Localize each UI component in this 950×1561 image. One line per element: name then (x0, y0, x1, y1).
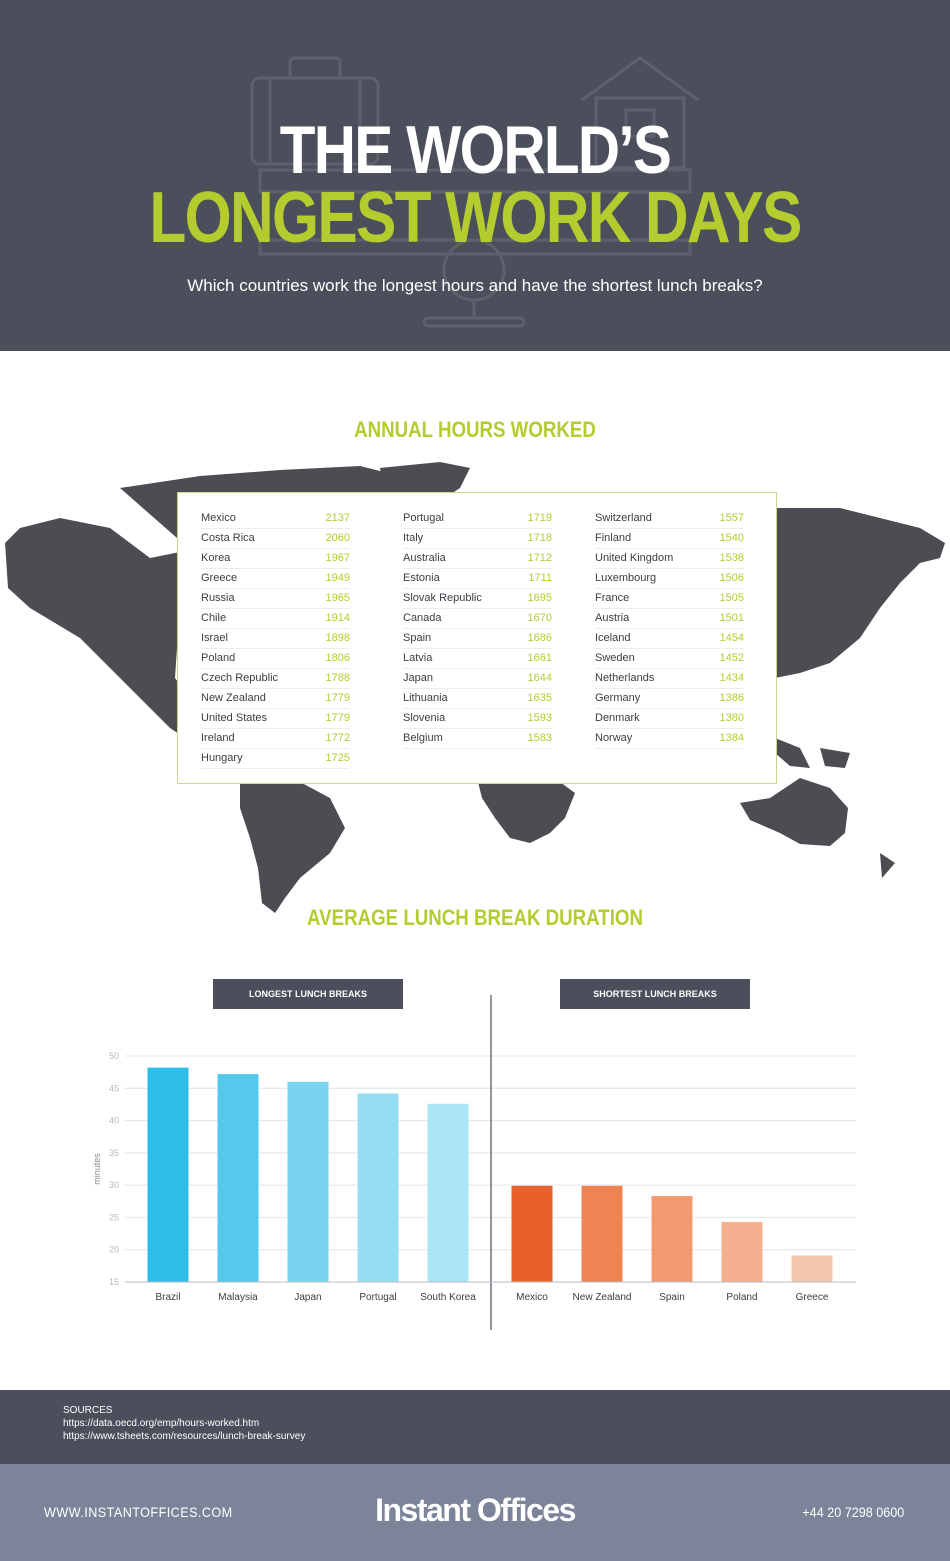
hours-value: 2137 (325, 512, 350, 524)
country-name: Italy (403, 532, 424, 544)
country-name: Slovenia (403, 712, 446, 724)
country-name: Costa Rica (201, 532, 255, 544)
country-name: Poland (201, 652, 236, 664)
country-name: Finland (595, 532, 632, 544)
hours-value: 1384 (719, 732, 744, 744)
longest-lunch-label: LONGEST LUNCH BREAKS (213, 979, 403, 1009)
hours-value: 1661 (527, 652, 552, 664)
y-tick-label: 40 (108, 1115, 119, 1126)
hours-value: 1644 (527, 672, 552, 684)
x-tick-label: Japan (294, 1292, 322, 1303)
country-name: Chile (201, 612, 227, 624)
table-row (595, 689, 744, 709)
x-tick-label: Portugal (359, 1292, 397, 1303)
country-name: Norway (595, 732, 633, 744)
hours-value: 1454 (719, 632, 744, 644)
table-row (403, 509, 552, 529)
country-name: Lithuania (403, 692, 448, 704)
table-row (595, 649, 744, 669)
table-row (595, 529, 744, 549)
hours-value: 1501 (719, 612, 744, 624)
hours-value: 1711 (528, 572, 552, 584)
table-row (403, 569, 552, 589)
phone-number: +44 20 7298 0600 (802, 1504, 904, 1520)
x-tick-label: South Korea (420, 1292, 476, 1303)
x-tick-label: New Zealand (572, 1292, 632, 1303)
x-tick-label: Spain (659, 1292, 685, 1303)
hours-value: 1779 (325, 692, 350, 704)
header-banner (0, 0, 950, 351)
country-name: Hungary (201, 752, 243, 764)
country-name: Greece (201, 572, 238, 584)
country-name: Switzerland (595, 512, 652, 524)
table-row (201, 609, 350, 629)
country-name: United Kingdom (595, 552, 674, 564)
table-row (403, 669, 552, 689)
hours-value: 2060 (325, 532, 350, 544)
bar-new-zealand (582, 1186, 623, 1282)
hours-value: 1788 (325, 672, 350, 684)
brand-logo: Instant Offices (375, 1492, 575, 1528)
hours-value: 1806 (325, 652, 350, 664)
country-name: New Zealand (201, 692, 266, 704)
table-row (403, 589, 552, 609)
hours-value: 1965 (325, 592, 350, 604)
source-link[interactable]: https://data.oecd.org/emp/hours-worked.htm (63, 1418, 260, 1429)
table-row (403, 529, 552, 549)
country-name: Slovak Republic (403, 592, 482, 604)
table-row (403, 549, 552, 569)
table-row (595, 549, 744, 569)
chart-x-labels (155, 1292, 828, 1303)
hours-section-title: ANNUAL HOURS WORKED (354, 417, 596, 442)
subtitle: Which countries work the longest hours and have the shortest lunch breaks? (187, 276, 763, 295)
table-row (201, 529, 350, 549)
hours-value: 1712 (527, 552, 552, 564)
shortest-lunch-label: SHORTEST LUNCH BREAKS (560, 979, 750, 1009)
country-name: United States (201, 712, 268, 724)
hours-value: 1505 (719, 592, 744, 604)
country-name: Germany (595, 692, 641, 704)
hours-value: 1452 (719, 652, 744, 664)
hours-value: 1725 (325, 752, 350, 764)
x-tick-label: Malaysia (218, 1292, 258, 1303)
country-name: Belgium (403, 732, 443, 744)
y-tick-label: 25 (108, 1212, 119, 1223)
hours-column-2 (403, 509, 552, 749)
country-name: Ireland (201, 732, 235, 744)
hours-value: 1538 (719, 552, 744, 564)
hours-value: 1686 (527, 632, 552, 644)
hours-value: 1386 (719, 692, 744, 704)
table-row (201, 749, 350, 769)
hours-value: 1670 (527, 612, 552, 624)
hours-value: 1967 (325, 552, 350, 564)
bar-south-korea (428, 1104, 469, 1282)
table-row (403, 629, 552, 649)
source-link[interactable]: https://www.tsheets.com/resources/lunch-break-survey (63, 1431, 306, 1442)
table-row (201, 649, 350, 669)
country-name: Denmark (595, 712, 640, 724)
country-name: Latvia (403, 652, 433, 664)
hours-value: 1557 (719, 512, 744, 524)
hours-table (177, 492, 777, 784)
bar-brazil (148, 1068, 189, 1282)
country-name: Australia (403, 552, 446, 564)
table-row (595, 609, 744, 629)
y-tick-label: 45 (108, 1083, 119, 1094)
table-row (403, 689, 552, 709)
hours-value: 1719 (527, 512, 552, 524)
bar-japan (288, 1082, 329, 1282)
hours-value: 1583 (527, 732, 552, 744)
hours-column-3 (595, 509, 744, 749)
hours-value: 1718 (527, 532, 552, 544)
table-row (201, 729, 350, 749)
table-row (201, 629, 350, 649)
bar-poland (722, 1222, 763, 1282)
hours-value: 1434 (719, 672, 744, 684)
country-name: Netherlands (595, 672, 655, 684)
bar-malaysia (218, 1074, 259, 1282)
hours-value: 1695 (527, 592, 552, 604)
table-row (595, 709, 744, 729)
sources-section (0, 1390, 950, 1464)
table-row (201, 709, 350, 729)
table-row (201, 689, 350, 709)
sources-heading: SOURCES (63, 1405, 113, 1416)
hours-value: 1772 (325, 732, 350, 744)
table-row (403, 709, 552, 729)
x-tick-label: Poland (726, 1292, 758, 1303)
hours-value: 1593 (527, 712, 552, 724)
table-row (595, 629, 744, 649)
table-row (403, 609, 552, 629)
country-name: France (595, 592, 630, 604)
table-row (201, 549, 350, 569)
table-row (201, 669, 350, 689)
country-name: Canada (403, 612, 442, 624)
country-name: Mexico (201, 512, 236, 524)
x-tick-label: Greece (795, 1292, 829, 1303)
bar-mexico (512, 1186, 553, 1282)
hours-value: 1506 (719, 572, 744, 584)
website-link[interactable]: WWW.INSTANTOFFICES.COM (44, 1504, 233, 1520)
lunch-bar-chart (0, 960, 950, 1340)
hours-value: 1540 (719, 532, 744, 544)
table-row (201, 509, 350, 529)
table-row (595, 569, 744, 589)
x-tick-label: Brazil (155, 1292, 181, 1303)
y-tick-label: 50 (108, 1051, 119, 1061)
y-tick-label: 20 (108, 1244, 119, 1255)
bar-portugal (358, 1093, 399, 1282)
country-name: Korea (201, 552, 231, 564)
y-axis-label: minutes (92, 1153, 102, 1185)
country-name: Iceland (595, 632, 631, 644)
table-row (595, 589, 744, 609)
table-row (595, 729, 744, 749)
title-line-1: THE WORLD’S (279, 112, 671, 188)
y-tick-label: 35 (108, 1147, 119, 1158)
country-name: Luxembourg (595, 572, 657, 584)
country-name: Estonia (403, 572, 440, 584)
country-name: Portugal (403, 512, 444, 524)
country-name: Russia (201, 592, 235, 604)
country-name: Austria (595, 612, 630, 624)
table-row (201, 569, 350, 589)
hours-value: 1635 (527, 692, 552, 704)
bar-spain (652, 1196, 693, 1282)
y-tick-label: 30 (108, 1180, 119, 1191)
country-name: Israel (201, 632, 228, 644)
hours-value: 1380 (719, 712, 744, 724)
table-row (595, 669, 744, 689)
chart-y-ticks (109, 1051, 119, 1287)
table-row (595, 509, 744, 529)
hours-value: 1898 (325, 632, 350, 644)
table-row (403, 649, 552, 669)
lunch-section-title: AVERAGE LUNCH BREAK DURATION (307, 905, 643, 930)
footer (0, 1464, 950, 1561)
title-line-2: LONGEST WORK DAYS (149, 178, 801, 258)
y-tick-label: 15 (108, 1277, 119, 1287)
hours-value: 1949 (325, 572, 350, 584)
country-name: Japan (403, 672, 433, 684)
x-tick-label: Mexico (516, 1292, 548, 1303)
country-name: Spain (403, 632, 432, 644)
bar-greece (792, 1256, 833, 1282)
table-row (201, 589, 350, 609)
country-name: Sweden (595, 652, 635, 664)
hours-value: 1779 (325, 712, 350, 724)
table-row (403, 729, 552, 749)
country-name: Czech Republic (201, 672, 279, 684)
hours-column-1 (201, 509, 350, 769)
hours-value: 1914 (325, 612, 350, 624)
